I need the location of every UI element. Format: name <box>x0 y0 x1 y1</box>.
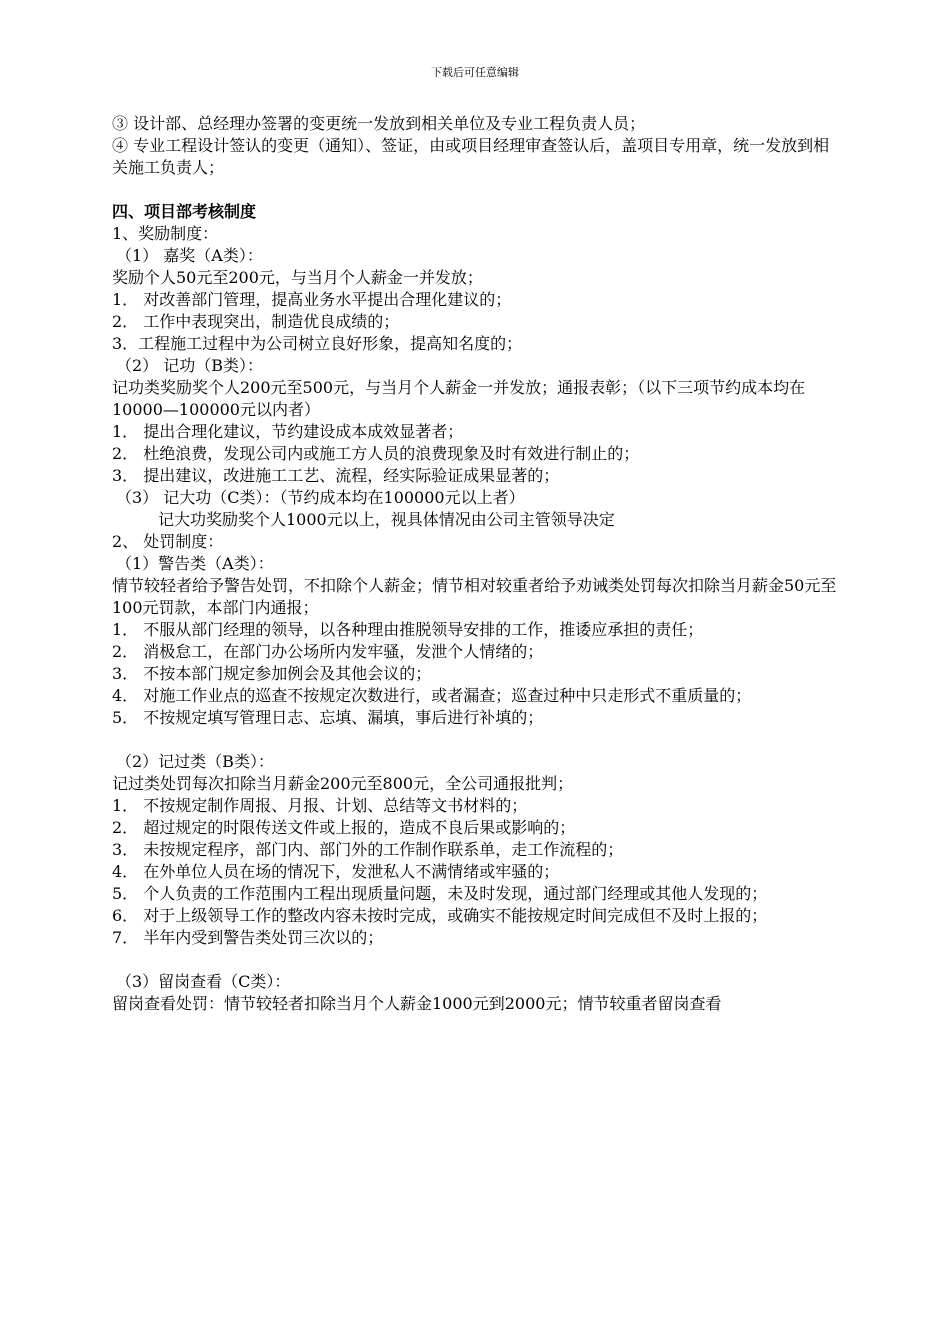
text-line: 1． 对改善部门管理，提高业务水平提出合理化建议的； <box>112 290 512 309</box>
text-line: 6． 对于上级领导工作的整改内容未按时完成，或确实不能按规定时间完成但不及时上报的； <box>112 906 768 925</box>
text-line: 2． 工作中表现突出，制造优良成绩的； <box>112 312 400 331</box>
text-line: ③ 设计部、总经理办签署的变更统一发放到相关单位及专业工程负责人员； <box>112 114 646 133</box>
text-line: 7． 半年内受到警告类处罚三次以的； <box>112 928 384 947</box>
text-line: 记过类处罚每次扣除当月薪金200元至800元，全公司通报批判； <box>112 774 574 793</box>
text-line: （3）留岗查看（C类）： <box>116 972 291 991</box>
text-line: 记功类奖励奖个人200元至500元，与当月个人薪金一并发放；通报表彰；（以下三项节约成本均在10000—100000元以内者） <box>112 378 806 419</box>
text-line: 1． 不按规定制作周报、月报、计划、总结等文书材料的； <box>112 796 528 815</box>
text-line: 奖励个人50元至200元，与当月个人薪金一并发放； <box>112 268 483 287</box>
text-line: 记大功奖励奖个人1000元以上，视具体情况由公司主管领导决定 <box>158 510 615 529</box>
section-heading: 四、项目部考核制度 <box>112 202 257 221</box>
blank-line <box>112 949 842 971</box>
text-line: （2）记过类（B类）： <box>116 752 274 771</box>
text-line: （1） 嘉奖（A类）： <box>116 246 263 265</box>
text-line: 5． 个人负责的工作范围内工程出现质量问题，未及时发现，通过部门经理或其他人发现的； <box>112 884 768 903</box>
text-line: （1）警告类（A类）： <box>116 554 274 573</box>
text-line: 3． 未按规定程序，部门内、部门外的工作制作联系单，走工作流程的； <box>112 840 624 859</box>
text-line: 3． 不按本部门规定参加例会及其他会议的； <box>112 664 432 683</box>
text-line: 1． 提出合理化建议，节约建设成本成效显著者； <box>112 422 464 441</box>
text-line: 2、 处罚制度： <box>112 532 224 551</box>
text-line: 3．工程施工过程中为公司树立良好形象，提高知名度的； <box>112 334 523 353</box>
text-line: （3） 记大功（C类）：（节约成本均在100000元以上者） <box>116 488 525 507</box>
text-line: 3． 提出建议，改进施工工艺、流程，经实际验证成果显著的； <box>112 466 560 485</box>
text-line: 4． 对施工作业点的巡查不按规定次数进行，或者漏查；巡查过种中只走形式不重质量的； <box>112 686 752 705</box>
blank-line <box>112 729 842 751</box>
text-line: 4． 在外单位人员在场的情况下，发泄私人不满情绪或牢骚的； <box>112 862 560 881</box>
text-line: ④ 专业工程设计签认的变更（通知）、签证，由或项目经理审查签认后，盖项目专用章，统一发放到相关施工负责人； <box>112 136 830 177</box>
blank-line <box>112 179 842 201</box>
text-line: 2． 杜绝浪费，发现公司内或施工方人员的浪费现象及时有效进行制止的； <box>112 444 640 463</box>
text-line: 1、奖励制度： <box>112 224 219 243</box>
text-line: 情节较轻者给予警告处罚，不扣除个人薪金；情节相对较重者给予劝诫类处罚每次扣除当月薪金50元至100元罚款，本部门内通报； <box>112 576 837 617</box>
text-line: （2） 记功（B类）： <box>116 356 264 375</box>
text-line: 1． 不服从部门经理的领导，以各种理由推脱领导安排的工作，推诿应承担的责任； <box>112 620 704 639</box>
text-line: 5． 不按规定填写管理日志、忘填、漏填，事后进行补填的； <box>112 708 544 727</box>
document-body <box>112 113 842 1015</box>
text-line: 2． 消极怠工，在部门办公场所内发牢骚，发泄个人情绪的； <box>112 642 544 661</box>
text-line: 留岗查看处罚：情节较轻者扣除当月个人薪金1000元到2000元；情节较重者留岗查看 <box>112 994 722 1013</box>
text-line: 2． 超过规定的时限传送文件或上报的，造成不良后果或影响的； <box>112 818 576 837</box>
page-header-note: 下载后可任意编辑 <box>431 66 519 79</box>
